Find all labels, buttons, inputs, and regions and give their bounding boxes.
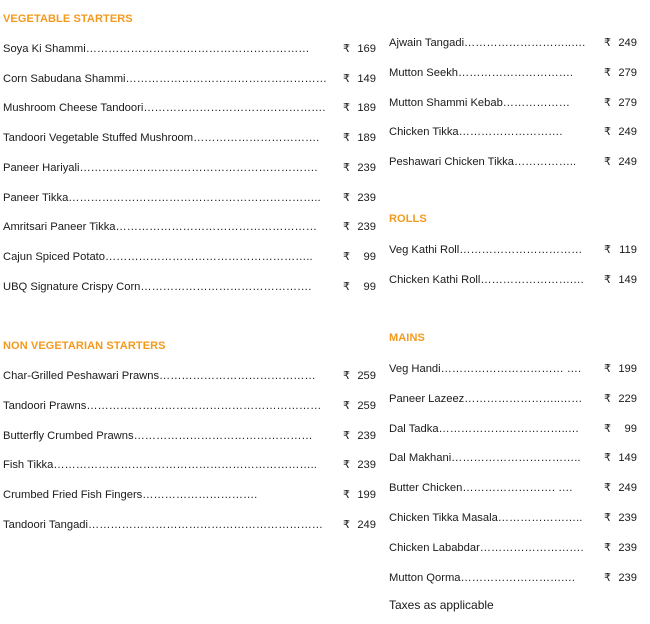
rupee-symbol: ₹ <box>343 280 351 293</box>
menu-item <box>389 480 639 496</box>
menu-item-name: Paneer Lazeez……………………..…… <box>389 392 583 405</box>
rupee-symbol: ₹ <box>343 221 351 234</box>
rupee-symbol: ₹ <box>604 96 612 109</box>
menu-item-price: 199 <box>618 363 637 375</box>
section-title-rolls: ROLLS <box>389 213 427 225</box>
menu-item-price: 239 <box>618 571 637 584</box>
rupee-symbol: ₹ <box>343 132 351 145</box>
menu-item <box>389 570 639 586</box>
menu-item-price: 249 <box>357 519 376 531</box>
menu-item <box>3 130 376 146</box>
menu-item-price: 249 <box>618 482 637 495</box>
menu-item-price: 189 <box>357 132 376 145</box>
rupee-symbol: ₹ <box>604 422 612 435</box>
menu-item-price: 149 <box>618 274 637 286</box>
menu-item-price: 249 <box>618 37 637 49</box>
menu-item <box>3 517 376 533</box>
menu-item <box>3 41 376 57</box>
rupee-symbol: ₹ <box>604 274 612 286</box>
rupee-symbol: ₹ <box>604 541 612 554</box>
menu-item-price: 99 <box>363 250 376 263</box>
rupee-symbol: ₹ <box>604 244 612 256</box>
rupee-symbol: ₹ <box>343 370 351 382</box>
rupee-symbol: ₹ <box>343 459 351 472</box>
menu-item-name: Chicken Lababdar………………………. <box>389 541 584 554</box>
rupee-symbol: ₹ <box>343 191 351 204</box>
menu-item-name: Peshawari Chicken Tikka…………….. <box>389 156 577 169</box>
rupee-symbol: ₹ <box>604 363 612 375</box>
menu-item-price: 99 <box>363 280 376 293</box>
rupee-symbol: ₹ <box>343 102 351 115</box>
menu-item-name: Tandoori Prawns……………………………………………………… <box>3 399 322 412</box>
menu-item-price: 149 <box>618 452 637 465</box>
menu-item-name: Fish Tikka…………………………………………………………….. <box>3 459 317 472</box>
menu-item-name: Mutton Seekh…………………………. <box>389 66 574 79</box>
menu-item <box>3 487 376 503</box>
menu-item-name: Mutton Qorma……………………….… <box>389 571 576 584</box>
menu-item-price: 169 <box>357 43 376 55</box>
menu-item <box>389 391 639 407</box>
menu-item-price: 239 <box>357 191 376 204</box>
menu-item-price: 229 <box>618 392 637 405</box>
rupee-symbol: ₹ <box>343 489 351 502</box>
rupee-symbol: ₹ <box>343 161 351 174</box>
menu-item-name: Corn Sabudana Shammi……………………………………………… <box>3 72 327 85</box>
menu-item-price: 239 <box>618 512 637 524</box>
rupee-symbol: ₹ <box>343 250 351 263</box>
menu-item-name: Paneer Hariyali………………………………………………………. <box>3 161 318 174</box>
rupee-symbol: ₹ <box>343 399 351 412</box>
menu-item-name: Amritsari Paneer Tikka……………………………………………… <box>3 221 317 234</box>
menu-item <box>3 428 376 444</box>
menu-item-price: 259 <box>357 399 376 412</box>
menu-item-name: Chicken Kathi Roll…………………….… <box>389 274 585 286</box>
menu-item-price: 279 <box>618 66 637 79</box>
rupee-symbol: ₹ <box>604 571 612 584</box>
menu-item-price: 199 <box>357 489 376 502</box>
menu-item <box>389 35 639 51</box>
menu-item <box>389 510 639 526</box>
rupee-symbol: ₹ <box>604 452 612 465</box>
menu-item-price: 99 <box>624 422 637 435</box>
menu-item-name: Chicken Tikka………………………. <box>389 126 563 139</box>
section-title-non-vegetarian-starters: NON VEGETARIAN STARTERS <box>3 340 166 352</box>
menu-item-price: 249 <box>618 156 637 169</box>
menu-item-name: Veg Kathi Roll…………………………… <box>389 244 583 256</box>
menu-item <box>389 450 639 466</box>
menu-item <box>389 272 639 288</box>
menu-item <box>389 95 639 111</box>
menu-item-name: Crumbed Fried Fish Fingers…………………………. <box>3 489 258 502</box>
menu-item-price: 239 <box>618 541 637 554</box>
menu-item-price: 279 <box>618 96 637 109</box>
menu-item-name: Mushroom Cheese Tandoori…………………………………………. <box>3 102 326 115</box>
menu-item-price: 239 <box>357 161 376 174</box>
menu-item <box>389 421 639 437</box>
section-title-vegetable-starters: VEGETABLE STARTERS <box>3 13 133 25</box>
menu-item-name: Dal Tadka……………………………..… <box>389 422 580 435</box>
menu-item-name: Butterfly Crumbed Prawns………………………………………… <box>3 429 313 442</box>
menu-item-name: Soya Ki Shammi…………………………………………………… <box>3 43 310 55</box>
rupee-symbol: ₹ <box>343 519 351 531</box>
section-title-mains: MAINS <box>389 332 425 344</box>
menu-item <box>3 368 376 384</box>
rupee-symbol: ₹ <box>604 392 612 405</box>
menu-item <box>3 457 376 473</box>
menu-item <box>3 249 376 265</box>
menu-item-name: Char-Grilled Peshawari Prawns…………………………………… <box>3 370 316 382</box>
menu-item-name: Cajun Spiced Potato……………………………………………….. <box>3 250 313 263</box>
rupee-symbol: ₹ <box>604 512 612 524</box>
rupee-symbol: ₹ <box>343 429 351 442</box>
menu-item-price: 259 <box>357 370 376 382</box>
menu-item <box>389 124 639 140</box>
menu-item <box>3 160 376 176</box>
rupee-symbol: ₹ <box>604 482 612 495</box>
menu-item-name: Veg Handi…………………………… …. <box>389 363 582 375</box>
menu-item <box>389 242 639 258</box>
menu-item <box>3 398 376 414</box>
menu-item <box>3 279 376 295</box>
menu-item-name: Mutton Shammi Kebab……………… <box>389 96 570 109</box>
menu-item <box>3 71 376 87</box>
menu-item-name: Butter Chicken……………………. …. <box>389 482 573 495</box>
menu-item <box>389 361 639 377</box>
menu-item-price: 119 <box>619 244 637 256</box>
menu-item <box>3 100 376 116</box>
rupee-symbol: ₹ <box>343 43 351 55</box>
menu-item <box>389 154 639 170</box>
menu-item-name: Tandoori Tangadi……………………………………………………… <box>3 519 323 531</box>
rupee-symbol: ₹ <box>604 126 612 139</box>
menu-item-price: 189 <box>357 102 376 115</box>
menu-item <box>389 540 639 556</box>
rupee-symbol: ₹ <box>604 66 612 79</box>
menu-item-name: UBQ Signature Crispy Corn………………………………………. <box>3 280 312 293</box>
rupee-symbol: ₹ <box>604 156 612 169</box>
menu-item-name: Chicken Tikka Masala………………….. <box>389 512 583 524</box>
taxes-note: Taxes as applicable <box>389 598 494 612</box>
menu-item-price: 239 <box>357 221 376 234</box>
menu-item-name: Paneer Tikka………………………………………………………….. <box>3 191 321 204</box>
menu-item-price: 149 <box>357 72 376 85</box>
menu-item-price: 239 <box>357 459 376 472</box>
rupee-symbol: ₹ <box>343 72 351 85</box>
menu-item <box>3 190 376 206</box>
menu-item-name: Tandoori Vegetable Stuffed Mushroom……………………………. <box>3 132 320 145</box>
menu-item <box>3 219 376 235</box>
menu-item-name: Ajwain Tangadi………………………..…. <box>389 37 586 49</box>
menu-item-name: Dal Makhani…………………………….. <box>389 452 581 465</box>
menu-item-price: 239 <box>357 429 376 442</box>
rupee-symbol: ₹ <box>604 37 612 49</box>
menu-item <box>389 65 639 81</box>
menu-item-price: 249 <box>618 126 637 139</box>
